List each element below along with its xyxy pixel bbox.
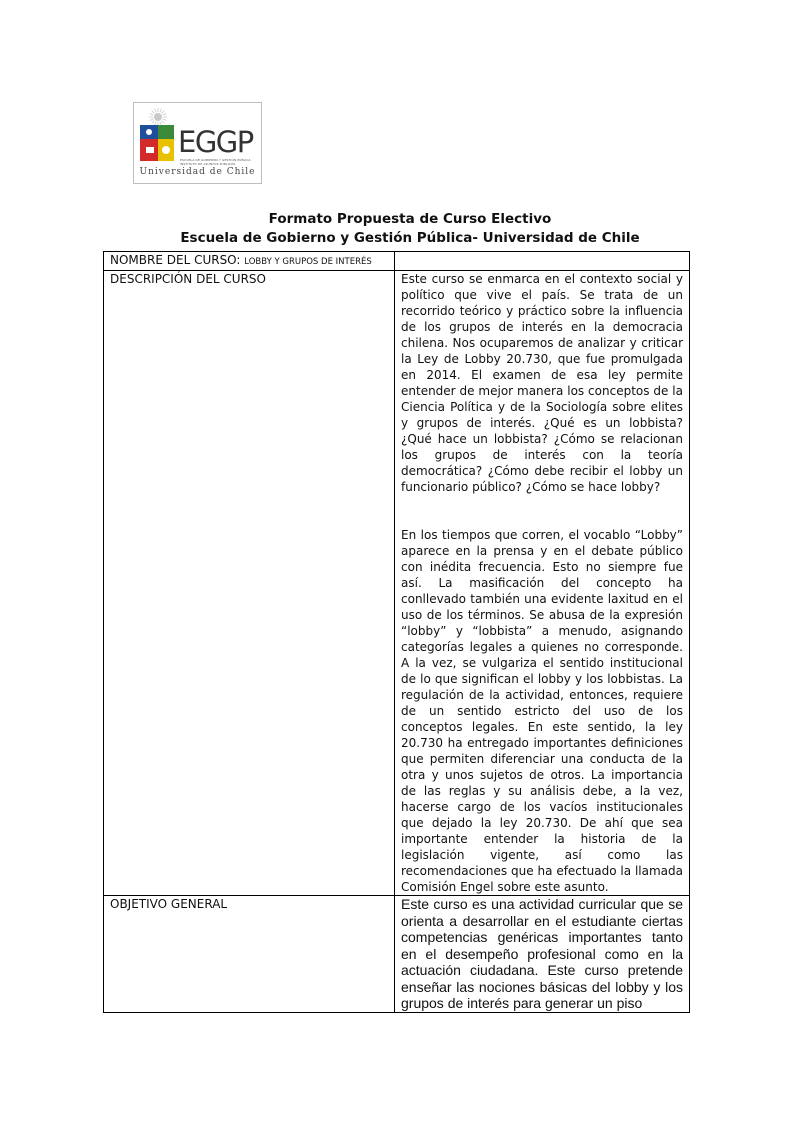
- description-label: DESCRIPCIÓN DEL CURSO: [104, 271, 395, 896]
- sun-ray: [152, 111, 155, 114]
- objective-text: Este curso es una actividad curricular que se orienta a desarrollar en el estudiante ciertas competencias genéricas importantes tanto en el desempeño profesional como en la actuación ciudadana. Este curso pretende enseñar las nociones básicas del lobby y los grupos de interés para generar un piso: [401, 896, 683, 1011]
- university-emblem-icon: [138, 107, 178, 167]
- logo-university-name: Universidad de Chile: [139, 167, 256, 177]
- course-name-label: NOMBRE DEL CURSO:: [110, 253, 241, 267]
- course-name-empty-cell: [395, 252, 690, 271]
- objective-label: OBJETIVO GENERAL: [104, 896, 395, 1013]
- sun-ray: [163, 114, 167, 116]
- sun-ray: [163, 119, 167, 121]
- table-row: [104, 271, 690, 896]
- emblem-sun: [154, 113, 162, 121]
- sun-ray: [155, 109, 157, 113]
- sun-ray: [150, 114, 154, 116]
- sun-ray: [162, 121, 165, 124]
- sun-ray: [155, 122, 157, 126]
- sun-ray: [160, 122, 162, 126]
- objective-cell: [395, 896, 690, 1013]
- course-name-cell: [104, 252, 395, 271]
- description-paragraph-1: Este curso se enmarca en el contexto social y político que vive el país. Se trata de un recorrido teórico y práctico sobre la influencia de los grupos de interés en la democracia chilena. Nos ocuparemos de analizar y criticar la Ley de Lobby 20.730, que fue promulgada en 2014. El examen de esa ley permite entender de mejor manera los conceptos de la Ciencia Política y de la Sociología sobre elites y grupos de interés. ¿Qué es un lobbista? ¿Qué hace un lobbista? ¿Cómo se relacionan los grupos de interés con la teoría democrática? ¿Cómo debe recibir el lobby un funcionario público? ¿Cómo se hace lobby?: [401, 272, 683, 494]
- document-subtitle: Escuela de Gobierno y Gestión Pública- Universidad de Chile: [180, 230, 640, 246]
- sun-ray: [152, 121, 155, 124]
- description-cell: [395, 271, 690, 896]
- description-paragraph-2: En los tiempos que corren, el vocablo “Lobby” aparece en la prensa y en el debate público con inédita frecuencia. Esto no siempre fue así. La masificación del concepto ha conllevado también una evidente laxitud en el uso de los términos. Se abusa de la expresión “lobby” y “lobbista” a menudo, asignando categorías legales a quienes no corresponde. A la vez, se vulgariza el sentido institucional de lo que significan el lobby y los lobbistas. La regulación de la actividad, entonces, requiere de un sentido estricto del uso de los conceptos legales. En este sentido, la ley 20.730 ha entregado importantes definiciones que permiten diferenciar una conducta de la otra y unos sujetos de otros. La importancia de las reglas y su análisis debe, a la vez, hacerse cargo de los vacíos institucionales que dejado la ley 20.730. De ahí que sea importante entender la historia de la legislación vigente, así como las recomendaciones que ha efectuado la llamada Comisión Engel sobre este asunto.: [401, 528, 683, 894]
- sun-ray: [150, 119, 154, 121]
- document-title: Formato Propuesta de Curso Electivo: [268, 211, 552, 227]
- logo-institute-line: INSTITUTO DE ASUNTOS PÚBLICOS: [180, 162, 236, 166]
- table-row: [104, 252, 690, 271]
- logo-school-line: ESCUELA DE GOBIERNO Y GESTIÓN PÚBLICA: [180, 158, 251, 162]
- university-logo: [133, 102, 262, 184]
- table-row: [104, 896, 690, 1013]
- emblem-shield-green: [158, 125, 174, 139]
- course-name-value: LOBBY Y GRUPOS DE INTERÉS: [244, 257, 372, 267]
- course-proposal-table: [103, 251, 690, 1013]
- sun-ray: [160, 109, 162, 113]
- sun-ray: [162, 111, 165, 114]
- logo-wordmark: EGGP: [178, 125, 253, 159]
